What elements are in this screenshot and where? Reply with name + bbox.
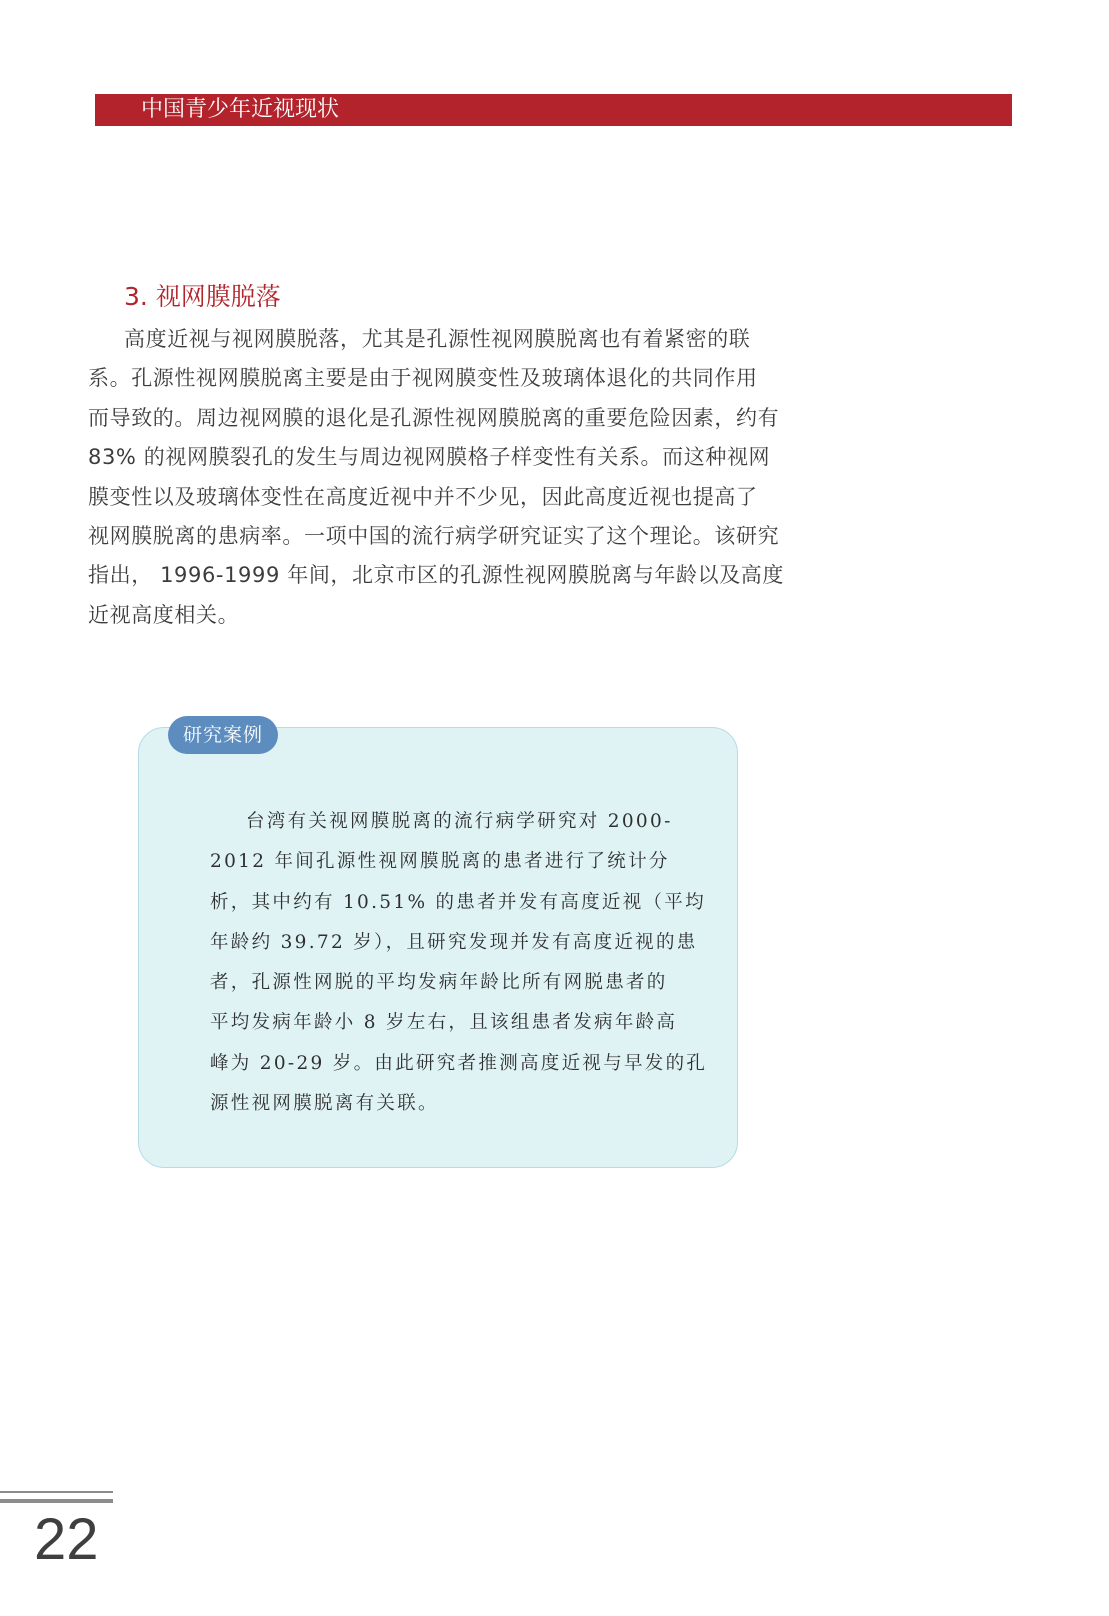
case-study-line: 者，孔源性网脱的平均发病年龄比所有网脱患者的 (210, 972, 668, 994)
case-study-line: 平均发病年龄小 8 岁左右，且该组患者发病年龄高 (210, 1012, 678, 1034)
case-study-line: 2012 年间孔源性视网膜脱离的患者进行了统计分 (210, 851, 670, 873)
body-paragraph-line: 高度近视与视网膜脱落，尤其是孔源性视网膜脱离也有着紧密的联 (124, 327, 751, 351)
case-study-line: 台湾有关视网膜脱离的流行病学研究对 2000- (246, 811, 673, 832)
body-paragraph-line: 指出， 1996-1999 年间，北京市区的孔源性视网膜脱离与年龄以及高度 (88, 563, 785, 588)
page-number: 22 (34, 1507, 99, 1572)
case-study-line: 年龄约 39.72 岁），且研究发现并发有高度近视的患 (210, 931, 698, 953)
footer-rule (0, 1491, 113, 1493)
footer-rule (0, 1499, 113, 1503)
section-body (88, 320, 798, 635)
body-paragraph-line: 系。孔源性视网膜脱离主要是由于视网膜变性及玻璃体退化的共同作用 (88, 366, 758, 391)
body-paragraph-line: 视网膜脱离的患病率。一项中国的流行病学研究证实了这个理论。该研究 (88, 523, 780, 548)
case-study-badge: 研究案例 (168, 716, 278, 754)
case-study-line: 源性视网膜脱离有关联。 (210, 1093, 439, 1115)
body-paragraph-line: 而导致的。周边视网膜的退化是孔源性视网膜脱离的重要危险因素，约有 (88, 405, 780, 430)
case-study-line: 析，其中约有 10.51% 的患者并发有高度近视（平均 (210, 891, 706, 913)
header-bar (95, 94, 1012, 126)
section-heading: 3. 视网膜脱落 (124, 282, 281, 311)
case-study-line: 峰为 20-29 岁。由此研究者推测高度近视与早发的孔 (210, 1052, 708, 1074)
case-study-text (210, 802, 708, 1124)
body-paragraph-line: 83% 的视网膜裂孔的发生与周边视网膜格子样变性有关系。而这种视网 (88, 445, 771, 470)
body-paragraph-line: 近视高度相关。 (88, 602, 240, 627)
header-title: 中国青少年近视现状 (141, 97, 340, 122)
body-paragraph-line: 膜变性以及玻璃体变性在高度近视中并不少见，因此高度近视也提高了 (88, 484, 758, 509)
